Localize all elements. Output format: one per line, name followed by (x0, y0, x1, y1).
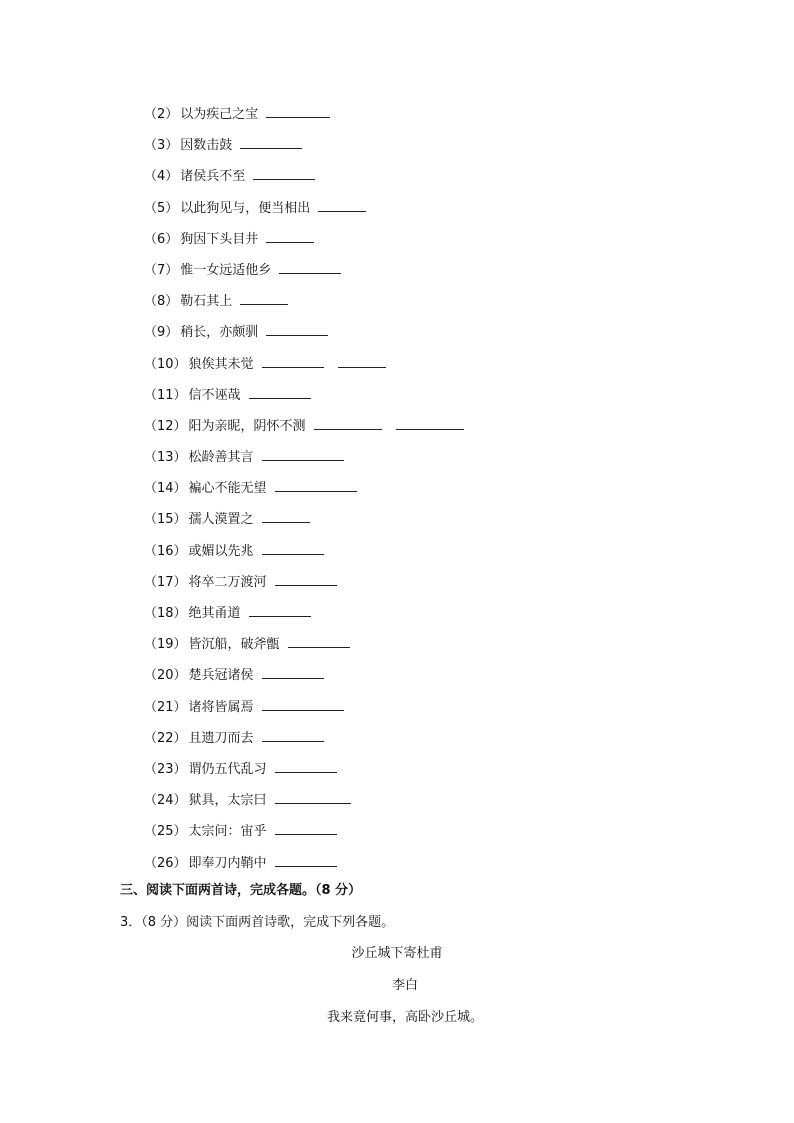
question-item (144, 446, 464, 477)
item-number: （2） (144, 107, 179, 122)
item-number: （19） (144, 637, 187, 653)
item-sentence: 孺人漠置之 (188, 512, 254, 528)
answer-blank[interactable] (249, 602, 311, 617)
item-sentence: 狗因下头目井 (180, 231, 259, 247)
item-sentence: 诸侯兵不至 (180, 169, 246, 185)
question-item (144, 820, 464, 851)
answer-blank[interactable] (275, 820, 337, 835)
item-number: （15） (144, 512, 187, 528)
question-item (144, 696, 464, 727)
item-sentence: 或媚以先兆 (188, 543, 254, 559)
item-sentence: 以此狗见与，便当相出 (180, 200, 311, 216)
item-sentence: 即奉刀内鞘中 (188, 855, 267, 871)
item-sentence: 勒石其上 (180, 294, 233, 310)
item-sentence: 松龄善其言 (188, 450, 254, 466)
answer-blank[interactable] (240, 134, 302, 149)
item-number: （14） (144, 481, 187, 497)
item-number: （6） (144, 231, 179, 247)
item-number: （8） (144, 294, 179, 310)
answer-blank[interactable] (266, 228, 314, 243)
item-sentence: 太宗问：宙乎 (188, 824, 267, 840)
answer-blank[interactable] (266, 103, 330, 118)
question-item (144, 789, 464, 820)
item-sentence: 以为疾己之宝 (180, 107, 259, 122)
answer-blank[interactable] (279, 259, 341, 274)
item-sentence: 信不诬哉 (188, 387, 241, 403)
item-sentence: 因数击鼓 (180, 138, 233, 154)
item-sentence: 狱具，太宗曰 (188, 793, 267, 809)
item-number: （13） (144, 450, 187, 466)
item-number: （3） (144, 138, 179, 154)
item-sentence: 皆沉船，破斧甑 (188, 637, 280, 653)
question-item (144, 415, 464, 446)
item-sentence: 且遗刀而去 (188, 730, 254, 746)
answer-blank[interactable] (262, 727, 324, 742)
question-item (144, 664, 464, 695)
item-number: （10） (144, 356, 187, 372)
item-number: （4） (144, 169, 179, 185)
item-number: （23） (144, 761, 187, 777)
question-item (144, 165, 464, 196)
item-number: （12） (144, 418, 187, 434)
section-heading: 三、阅读下面两首诗，完成各题。（8 分） (120, 883, 362, 898)
answer-blank[interactable] (253, 165, 315, 180)
question-item (144, 228, 464, 259)
item-number: （11） (144, 387, 187, 403)
question-item (144, 477, 464, 508)
question-prompt: 3．（8 分）阅读下面两首诗歌，完成下列各题。 (120, 915, 395, 930)
answer-blank[interactable] (338, 353, 386, 368)
answer-blank[interactable] (275, 477, 357, 492)
answer-blank[interactable] (314, 415, 382, 430)
answer-blank[interactable] (396, 415, 464, 430)
answer-blank[interactable] (275, 789, 351, 804)
question-item (144, 633, 464, 664)
question-item (144, 852, 464, 883)
question-item (144, 602, 464, 633)
question-item (144, 508, 464, 539)
item-sentence: 诸将皆属焉 (188, 699, 254, 715)
item-number: （18） (144, 606, 187, 621)
item-number: （20） (144, 668, 187, 684)
poem-verse-line: 我来竟何事，高卧沙丘城。 (326, 1010, 483, 1025)
question-item (144, 290, 464, 321)
question-item (144, 197, 464, 228)
answer-blank[interactable] (262, 696, 344, 711)
question-item (144, 103, 464, 134)
question-item (144, 540, 464, 571)
item-sentence: 褊心不能无望 (188, 481, 267, 497)
answer-blank[interactable] (275, 571, 337, 586)
answer-blank[interactable] (275, 758, 337, 773)
answer-blank[interactable] (262, 446, 344, 461)
item-sentence: 谓仍五代乱习 (188, 761, 267, 777)
answer-blank[interactable] (275, 852, 337, 867)
item-sentence: 稍长，亦颇驯 (180, 325, 259, 341)
question-item (144, 321, 464, 352)
answer-blank[interactable] (266, 321, 328, 336)
poem-author: 李白 (391, 978, 418, 993)
item-number: （25） (144, 824, 187, 840)
item-number: （16） (144, 543, 187, 559)
item-sentence: 阳为亲昵，阴怀不测 (188, 418, 306, 434)
item-number: （5） (144, 200, 179, 216)
poem-title: 沙丘城下寄杜甫 (351, 946, 443, 961)
question-item (144, 758, 464, 789)
vocabulary-item-list (144, 103, 464, 883)
question-item (144, 384, 464, 415)
answer-blank[interactable] (262, 508, 310, 523)
question-item (144, 134, 464, 165)
item-number: （17） (144, 574, 187, 590)
question-item (144, 571, 464, 602)
answer-blank[interactable] (262, 540, 324, 555)
item-sentence: 楚兵冠诸侯 (188, 668, 254, 684)
answer-blank[interactable] (249, 384, 311, 399)
question-item (144, 259, 464, 290)
item-number: （24） (144, 793, 187, 809)
answer-blank[interactable] (240, 290, 288, 305)
question-item (144, 727, 464, 758)
question-item (144, 353, 464, 384)
answer-blank[interactable] (262, 664, 324, 679)
item-number: （22） (144, 730, 187, 746)
answer-blank[interactable] (288, 633, 350, 648)
item-sentence: 绝其甬道 (188, 606, 241, 621)
item-number: （9） (144, 325, 179, 341)
item-number: （26） (144, 855, 187, 871)
item-sentence: 狼俟其未觉 (188, 356, 254, 372)
answer-blank[interactable] (262, 353, 324, 368)
item-number: （7） (144, 262, 179, 278)
item-sentence: 惟一女远适他乡 (180, 262, 272, 278)
item-number: （21） (144, 699, 187, 715)
item-sentence: 将卒二万渡河 (188, 574, 267, 590)
answer-blank[interactable] (318, 197, 366, 212)
